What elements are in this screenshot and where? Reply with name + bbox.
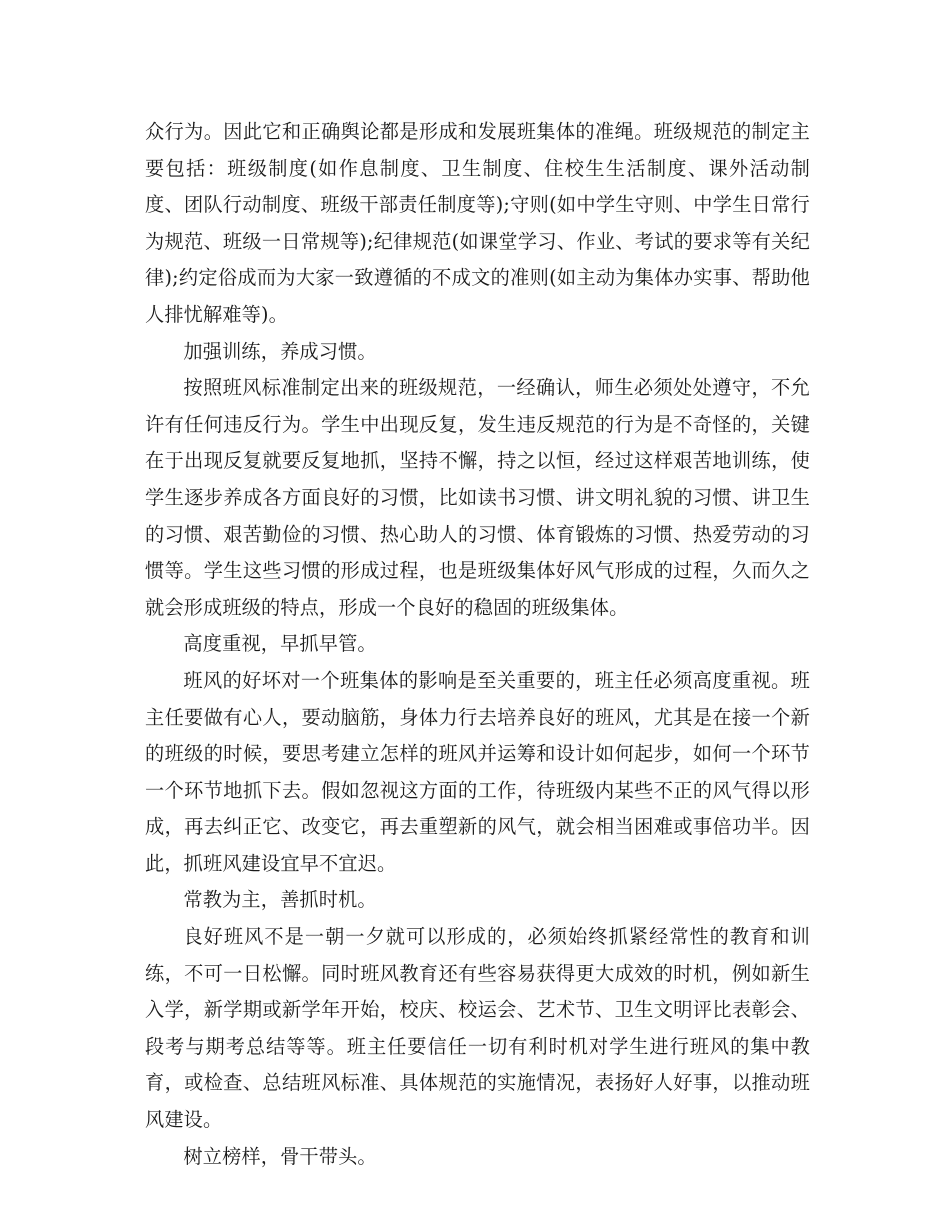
paragraph-training-habits: 按照班风标准制定出来的班级规范，一经确认，师生必须处处遵守，不允许有任何违反行为。学生中出现反复，发生违反规范的行为是不奇怪的，关键在于出现反复就要反复地抓，坚持不懈，持之以恒，经过这样艰苦地训练，使学生逐步养成各方面良好的习惯，比如读书习惯、讲文明礼貌的习惯、讲卫生的习惯、艰苦勤俭的习惯、热心助人的习惯、体育锻炼的习惯、热爱劳动的习惯等。学生这些习惯的形成过程，也是班级集体好风气形成的过程，久而久之就会形成班级的特点，形成一个良好的稳固的班级集体。 [145, 376, 810, 619]
section-heading-early-attention: 高度重视，早抓早管。 [183, 632, 377, 656]
section-heading-regular-education: 常教为主，善抓时机。 [183, 888, 377, 912]
paragraph-class-norms-continued: 众行为。因此它和正确舆论都是形成和发展班集体的准绳。班级规范的制定主要包括：班级制度(如作息制度、卫生制度、住校生生活制度、课外活动制度、团队行动制度、班级干部责任制度等);守则(如中学生守则、中学生日常行为规范、班级一日常规等);纪律规范(如课堂学习、作业、考试的要求等有关纪律);约定俗成而为大家一致遵循的不成文的准则(如主动为集体办实事、帮助他人排忧解难等)。 [145, 120, 810, 326]
paragraph-regular-education: 良好班风不是一朝一夕就可以形成的，必须始终抓紧经常性的教育和训练，不可一日松懈。同时班风教育还有些容易获得更大成效的时机，例如新生入学，新学期或新学年开始，校庆、校运会、艺术节、卫生文明评比表彰会、段考与期考总结等等。班主任要信任一切有利时机对学生进行班风的集中教育，或检查、总结班风标准、具体规范的实施情况，表扬好人好事，以推动班风建设。 [145, 925, 810, 1132]
document-body [145, 114, 810, 1175]
paragraph-early-attention: 班风的好坏对一个班集体的影响是至关重要的，班主任必须高度重视。班主任要做有心人，要动脑筋，身体力行去培养良好的班风，尤其是在接一个新的班级的时候，要思考建立怎样的班风并运筹和设计如何起步，如何一个环节一个环节地抓下去。假如忽视这方面的工作，待班级内某些不正的风气得以形成，再去纠正它、改变它，再去重塑新的风气，就会相当困难或事倍功半。因此，抓班风建设宜早不宜迟。 [145, 668, 810, 875]
section-heading-training-habits: 加强训练，养成习惯。 [183, 339, 377, 363]
section-heading-role-models: 树立榜样，骨干带头。 [183, 1144, 377, 1168]
